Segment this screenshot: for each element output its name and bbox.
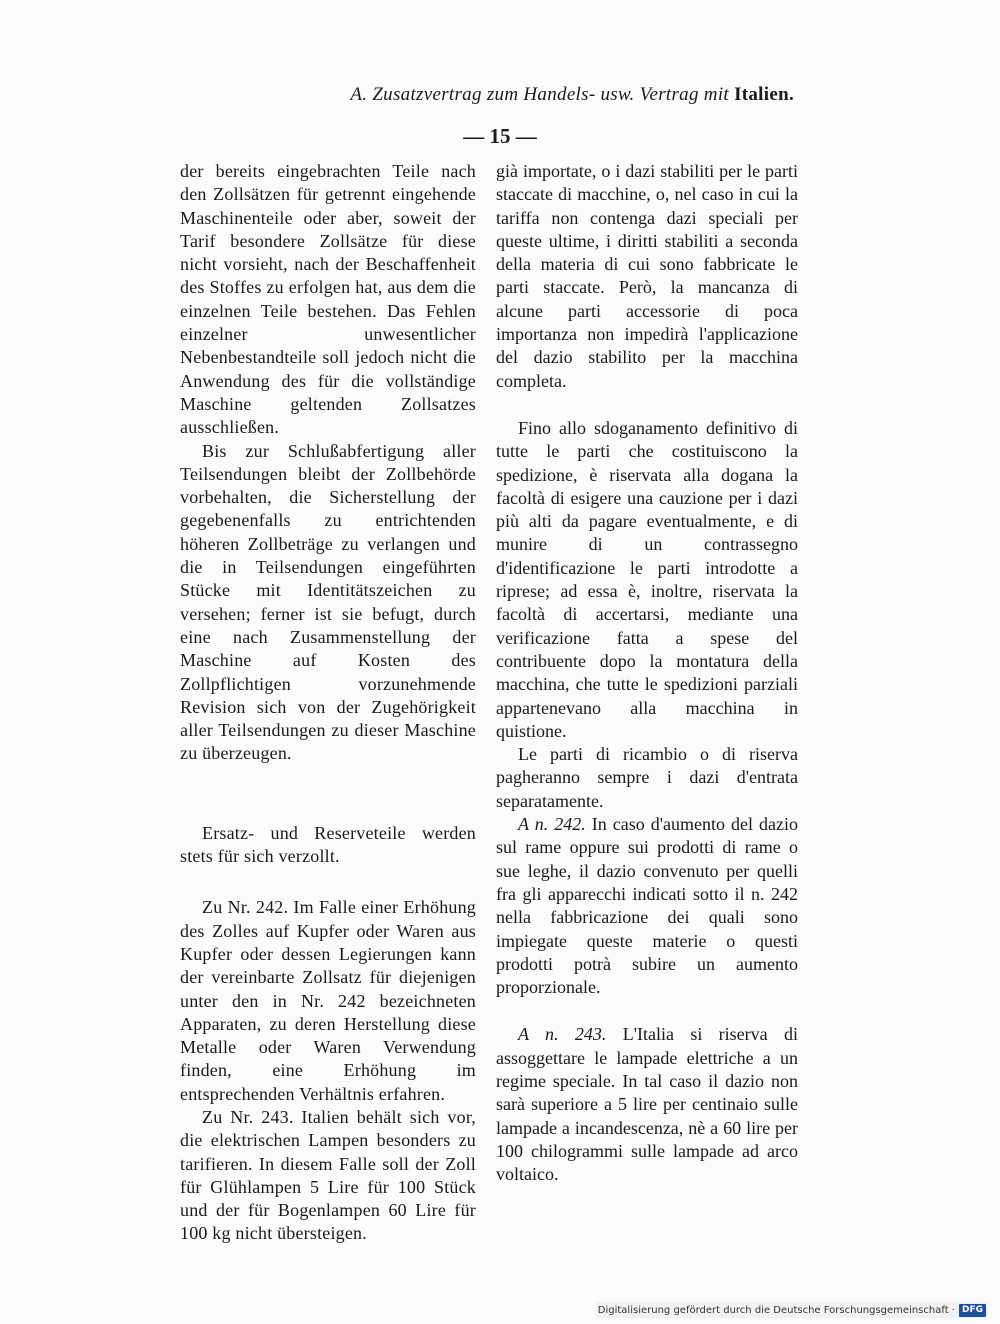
- page-number: — 15 —: [463, 124, 537, 148]
- german-paragraph-spare-parts: Ersatz- und Reserveteile werden stets für sich verzollt.: [180, 822, 476, 867]
- running-head-title: A. Zusatzvertrag zum Handels- usw. Vertrag mit: [350, 84, 729, 105]
- german-column: [180, 160, 476, 1246]
- italian-paragraph-partial-shipments: Fino allo sdoganamento definitivo di tutte le parti che costituiscono la spedizione, è riservata alla dogana la facoltà di esigere una cauzione per i dazi più alti da pagare eventualmente, e di munire di un contrassegno d'identificazione le parti introdotte a riprese; ad essa è, inoltre, riservata la facoltà di accertarsi, mediante una verificazione fatta a spese del contribuente dopo la montatura della macchina, che tutte le spedizioni parziali appartenevano alla macchina in quistione.: [496, 417, 798, 741]
- spacer: [180, 766, 476, 822]
- spacer: [496, 393, 798, 417]
- italian-ref-n-242: A n. 242.: [518, 814, 586, 835]
- dfg-footer: [596, 1302, 988, 1318]
- german-paragraph-nr-242: Zu Nr. 242. Im Falle einer Erhöhung des Zolles auf Kupfer oder Waren aus Kupfer oder dessen Legierungen kann der vereinbarte Zollsatz für diejenigen unter den in Nr. 242 bezeichneten Apparaten, zu deren Herstellung diese Metalle oder Waren Verwendung finden, eine Erhöhung im entsprechenden Verhältnis erfahren.: [180, 897, 476, 1104]
- footer-text: Digitalisierung gefördert durch die Deutsche Forschungsgemeinschaft ·: [597, 1304, 955, 1316]
- dfg-logo: DFG: [959, 1304, 986, 1317]
- italian-text-n-243: L'Italia si riserva di assoggettare le lampade elettriche a un regime speciale. In tal caso il dazio non sarà superiore a 5 lire per centinaio sulle lampade a incandescenza, nè a 60 lire per 100 chilogrammi sulle lampade ad arco voltaico.: [496, 1024, 799, 1185]
- italian-paragraph-n-243: [496, 1023, 798, 1186]
- italian-paragraph-spare-parts: Le parti di ricambio o di riserva pagheranno sempre i dazi d'entrata separatamente.: [496, 744, 798, 811]
- german-paragraph-partial-shipments: Bis zur Schlußabfertigung aller Teilsendungen bleibt der Zollbehörde vorbehalten, die Sicherstellung der gegebenenfalls zu entrichtenden höheren Zollbeträge zu verlangen und die in Teilsendungen eingeführten Stücke mit Identitätszeichen zu versehen; ferner ist sie befugt, durch eine nach Zusammenstellung der Maschine auf Kosten des Zollpflichtigen vorzunehmende Revision sich von der Zugehörigkeit aller Teilsendungen zu dieser Maschine zu überzeugen.: [180, 440, 476, 764]
- german-paragraph-machine-parts: der bereits eingebrachten Teile nach den Zollsätzen für getrennt eingehende Maschinenteile oder aber, soweit der Tarif besondere Zollsätze für diese nicht vorsieht, nach der Beschaffenheit des Stoffes zu erfolgen hat, aus dem die einzelnen Teile bestehen. Das Fehlen einzelner unwesentlicher Nebenbestandteile soll jedoch nicht die Anwendung des für die vollständige Maschine geltenden Zollsatzes ausschließen.: [180, 161, 476, 438]
- italian-ref-n-243: A n. 243.: [518, 1024, 607, 1045]
- running-head-country: Italien.: [734, 84, 794, 105]
- german-paragraph-nr-243: Zu Nr. 243. Italien behält sich vor, die elektrischen Lampen besonders zu tarifieren. In diesem Falle soll der Zoll für Glühlampen 5 Lire für 100 Stück und der für Bogenlampen 60 Lire für 100 kg nicht übersteigen.: [180, 1106, 476, 1244]
- italian-text-n-242: In caso d'aumento del dazio sul rame oppure sui prodotti di rame o sue leghe, il dazio convenuto per quelli fra gli apparecchi indicati sotto il n. 242 nella fabbricazione dei quali sono impiegate queste materie o questi prodotti potrà subire un aumento proporzionale.: [496, 814, 799, 998]
- running-head: [300, 84, 794, 106]
- spacer: [496, 999, 798, 1023]
- italian-paragraph-machine-parts: già importate, o i dazi stabiliti per le parti staccate di macchine, o, nel caso in cui la tariffa non contenga dazi speciali per queste ultime, i diritti stabiliti a seconda della materia di cui sono fabbricate le parti staccate. Però, la mancanza di alcune parti accessorie di poca importanza non impedirà l'applicazione del dazio stabilito per la macchina completa.: [496, 161, 798, 391]
- italian-column: [496, 160, 798, 1186]
- italian-paragraph-n-242: [496, 813, 798, 999]
- spacer: [180, 868, 476, 896]
